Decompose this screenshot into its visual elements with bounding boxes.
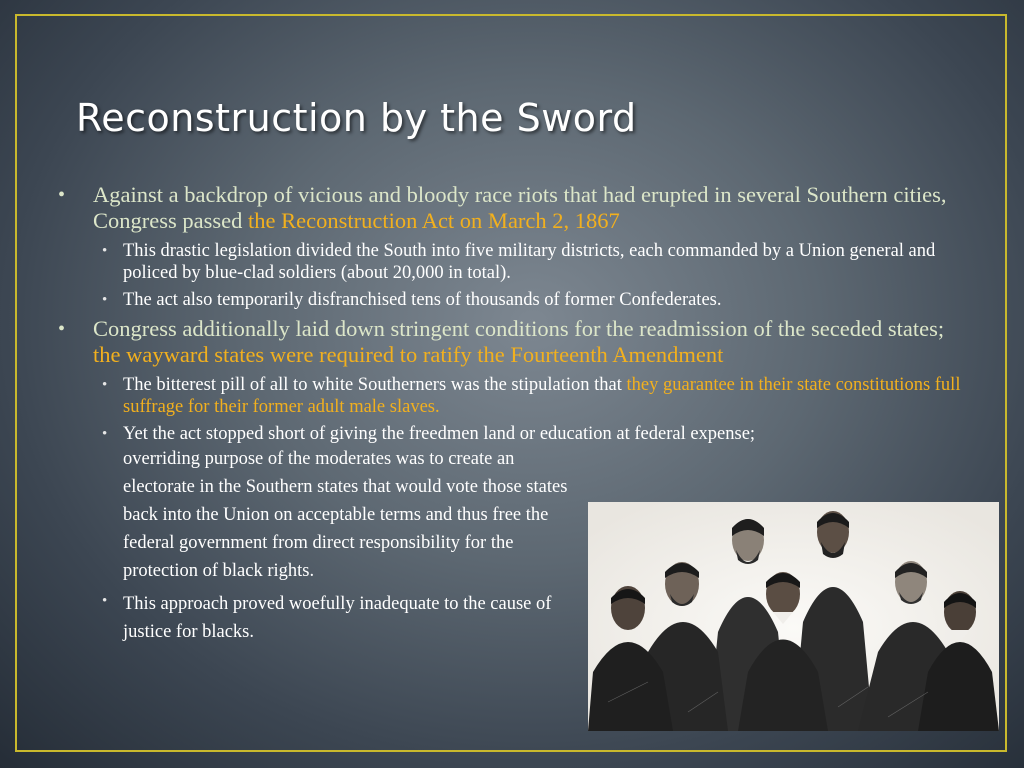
highlight-text: they guarantee in their state constitutions full suffrage for their former adult male slaves. — [123, 375, 961, 417]
reconstruction-congressmen-lithograph-image — [588, 502, 999, 731]
sub-bullet-bitterest-pill — [58, 374, 968, 418]
sub-bullet-military-districts — [58, 240, 968, 284]
bullet-text-line1: Yet the act stopped short of giving the freedmen land or education at federal expense; — [123, 424, 756, 444]
bullet-marker: • — [58, 184, 66, 206]
highlight-text: the wayward states were required to ratify the Fourteenth Amendment — [93, 342, 724, 367]
slide-title: Reconstruction by the Sword — [76, 96, 637, 140]
bullet-text-continued: overriding purpose of the moderates was to create an electorate in the Southern states that would vote those states back into the Union on acceptable terms and thus free the federal government from direct responsibility for the protection of black rights. — [123, 449, 568, 581]
bullet-text: Congress additionally laid down stringent conditions for the readmission of the seceded states; — [93, 316, 945, 341]
bullet-text: This drastic legislation divided the South into five military districts, each commanded by a Union general and policed by blue-clad soldiers (about 20,000 in total). — [123, 241, 936, 283]
bullet-marker: • — [102, 292, 108, 308]
bullet-reconstruction-act — [58, 182, 968, 234]
bullet-text: The act also temporarily disfranchised tens of thousands of former Confederates. — [123, 290, 722, 310]
bullet-marker: • — [58, 318, 66, 340]
sub-bullet-disfranchised — [58, 289, 968, 311]
bullet-text: This approach proved woefully inadequate to the cause of justice for blacks. — [123, 594, 552, 642]
bullet-marker: • — [102, 377, 108, 393]
highlight-text: the Reconstruction Act on March 2, 1867 — [247, 208, 620, 233]
bullet-readmission-conditions — [58, 316, 968, 368]
bullet-text: Against a backdrop of vicious and bloody race riots that had erupted in several Southern cities, Congress passed — [93, 182, 947, 233]
bullet-marker: • — [102, 243, 108, 259]
bullet-marker: • — [102, 593, 108, 609]
bullet-text: The bitterest pill of all to white Southerners was the stipulation that — [123, 375, 627, 395]
group-portrait-illustration — [588, 502, 999, 731]
bullet-marker: • — [102, 426, 108, 442]
